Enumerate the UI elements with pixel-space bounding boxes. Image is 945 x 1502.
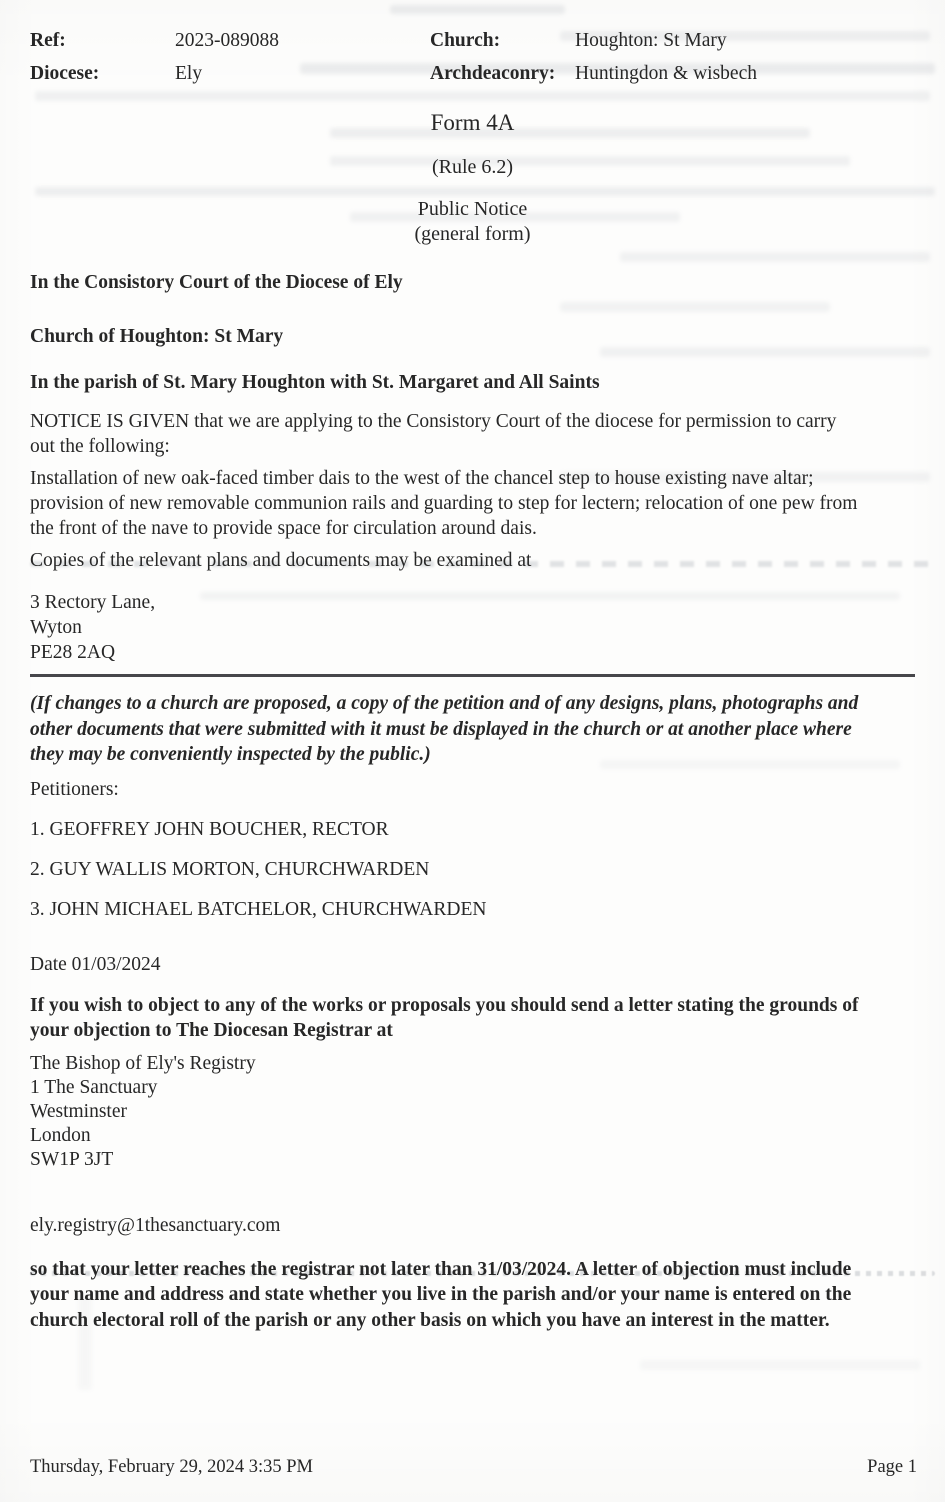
- works-paragraph: [30, 466, 915, 541]
- footer-page-number: Page 1: [867, 1457, 917, 1477]
- deadline-paragraph-line: your name and address and state whether you live in the parish and/or your name is entered on the: [30, 1284, 852, 1305]
- petitioner-item: 2. GUY WALLIS MORTON, CHURCHWARDEN: [30, 858, 430, 880]
- objection-paragraph-line: If you wish to object to any of the works or proposals you should send a letter stating the grounds of: [30, 994, 859, 1016]
- diocese-label: Diocese:: [30, 63, 100, 84]
- church-label: Church:: [430, 30, 501, 51]
- bleed-through-artifact: [390, 5, 565, 14]
- objection-paragraph-line: your objection to The Diocesan Registrar at: [30, 1019, 393, 1041]
- document-metadata: [30, 28, 915, 86]
- notice-paragraph-line: NOTICE IS GIVEN that we are applying to the Consistory Court of the diocese for permission to carry: [30, 411, 837, 432]
- notice-type: [30, 197, 915, 247]
- works-paragraph-line: the front of the nave to provide space for circulation around dais.: [30, 518, 537, 539]
- church-line: Church of Houghton: St Mary: [30, 326, 284, 347]
- registrar-address-line: London: [30, 1124, 91, 1146]
- works-paragraph-line: provision of new removable communion rails and guarding to step for lectern; relocation of one pew from: [30, 493, 858, 514]
- deadline-paragraph: [30, 1257, 915, 1334]
- notice-paragraph: [30, 409, 915, 459]
- examination-address-line: PE28 2AQ: [30, 642, 116, 663]
- separator-rule: [30, 674, 915, 677]
- date-line: Date 01/03/2024: [30, 953, 161, 975]
- display-note-line: they may be conveniently inspected by the public.): [30, 744, 431, 765]
- objection-paragraph: [30, 993, 915, 1043]
- registrar-address-line: The Bishop of Ely's Registry: [30, 1052, 256, 1074]
- form-title: Form 4A: [430, 110, 515, 135]
- rule-number: (Rule 6.2): [431, 156, 514, 178]
- diocese-value: Ely: [175, 63, 203, 84]
- notice-type-line1: Public Notice: [417, 198, 528, 220]
- footer-datetime: Thursday, February 29, 2024 3:35 PM: [30, 1457, 313, 1477]
- bleed-through-artifact: [640, 1360, 920, 1370]
- copies-line: Copies of the relevant plans and documents may be examined at: [30, 550, 532, 571]
- display-note-line: (If changes to a church are proposed, a copy of the petition and of any designs, plans, photographs and: [30, 693, 859, 714]
- registrar-address-line: SW1P 3JT: [30, 1148, 114, 1170]
- court-line: In the Consistory Court of the Diocese of Ely: [30, 272, 403, 293]
- notice-paragraph-line: out the following:: [30, 436, 170, 457]
- notice-type-line2: (general form): [414, 223, 531, 245]
- examination-address-line: 3 Rectory Lane,: [30, 592, 156, 613]
- ref-value: 2023-089088: [175, 30, 279, 51]
- registrar-address-line: Westminster: [30, 1100, 127, 1122]
- works-paragraph-line: Installation of new oak-faced timber dais to the west of the chancel step to house existing nave altar;: [30, 468, 814, 489]
- petitioner-item: 1. GEOFFREY JOHN BOUCHER, RECTOR: [30, 818, 389, 840]
- deadline-paragraph-line: church electoral roll of the parish or any other basis on which you have an interest in the matter.: [30, 1309, 830, 1331]
- display-note-line: other documents that were submitted with it must be displayed in the church or at another place where: [30, 718, 852, 740]
- registrar-email: ely.registry@1thesanctuary.com: [30, 1214, 281, 1236]
- petitioners-label: Petitioners:: [30, 778, 119, 800]
- church-value: Houghton: St Mary: [575, 30, 727, 51]
- petitioner-item: 3. JOHN MICHAEL BATCHELOR, CHURCHWARDEN: [30, 898, 487, 920]
- deadline-paragraph-line: so that your letter reaches the registrar not later than 31/03/2024. A letter of objection must include: [30, 1258, 852, 1280]
- archdeaconry-value: Huntingdon & wisbech: [575, 63, 757, 84]
- examination-address: [30, 590, 915, 665]
- ref-label: Ref:: [30, 30, 66, 51]
- parish-line: In the parish of St. Mary Houghton with St. Margaret and All Saints: [30, 372, 600, 393]
- registrar-address-line: 1 The Sanctuary: [30, 1076, 158, 1098]
- page-footer: [30, 1455, 917, 1480]
- display-requirement-note: [30, 691, 915, 768]
- examination-address-line: Wyton: [30, 617, 82, 638]
- archdeaconry-label: Archdeaconry:: [430, 63, 556, 84]
- registrar-address: [30, 1052, 915, 1172]
